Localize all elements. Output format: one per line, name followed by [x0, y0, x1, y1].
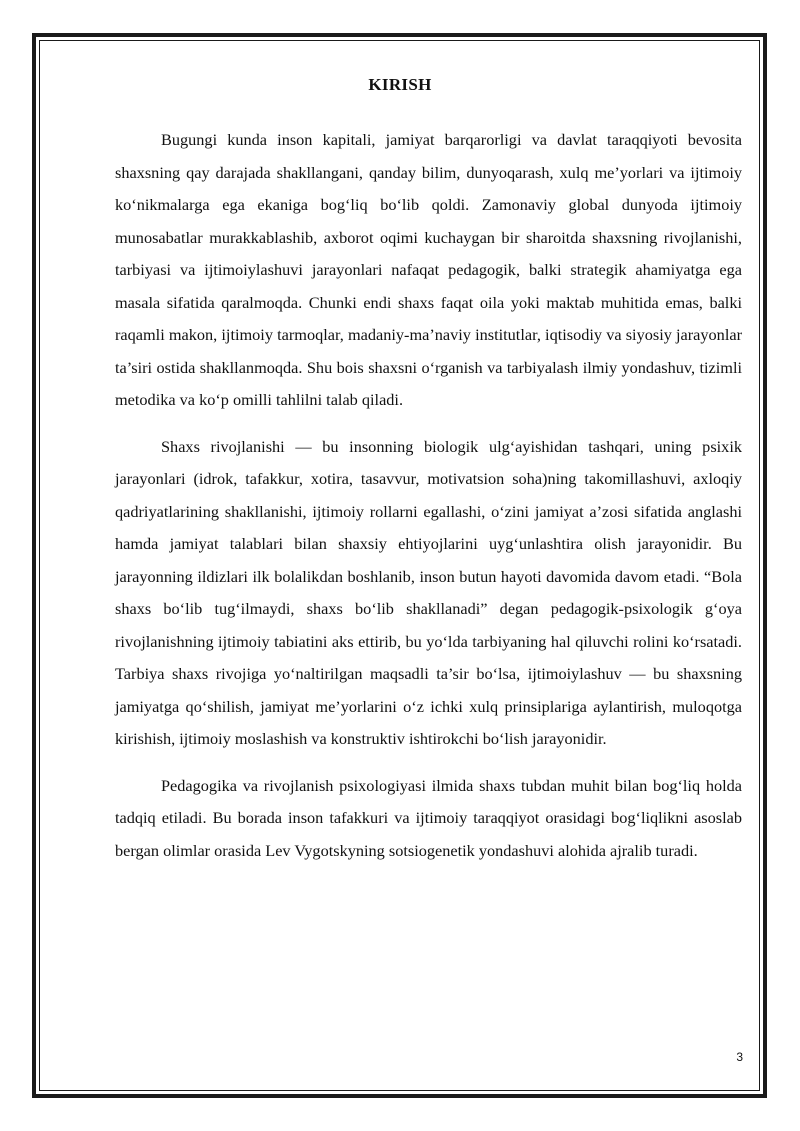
document-body: [115, 124, 742, 867]
page-title: KIRISH: [368, 75, 432, 94]
paragraph-3: Pedagogika va rivojlanish psixologiyasi ilmida shaxs tubdan muhit bilan bog‘liq holda tadqiq etiladi. Bu borada inson tafakkuri va ijtimoiy taraqqiyot orasidagi bog‘liqlikni asoslab bergan olimlar orasida Lev Vygotskyning sotsiogenetik yondashuvi alohida ajralib turadi.: [115, 775, 742, 860]
paragraph-1: Bugungi kunda inson kapitali, jamiyat barqarorligi va davlat taraqqiyoti bevosita shaxsning qay darajada shakllangani, qanday bilim, dunyoqarash, xulq me’yorlari va ijtimoiy ko‘nikmalarga ega ekaniga bog‘liq bo‘lib qoldi. Zamonaviy global dunyoda ijtimoiy munosabatlar murakkablashib, axborot oqimi kuchaygan bir sharoitda shaxsning rivojlanishi, tarbiyasi va ijtimoiylashuvi jarayonlari nafaqat pedagogik, balki strategik ahamiyatga ega masala sifatida qaralmoqda. Chunki endi shaxs faqat oila yoki maktab muhitida emas, balki raqamli makon, ijtimoiy tarmoqlar, madaniy-ma’naviy institutlar, iqtisodiy va siyosiy jarayonlar ta’siri ostida shakllanmoqda. Shu bois shaxsni o‘rganish va tarbiyalash ilmiy yondashuv, tizimli metodika va ko‘p omilli tahlilni talab qiladi.: [115, 130, 742, 409]
paragraph-2: Shaxs rivojlanishi — bu insonning biologik ulg‘ayishidan tashqari, uning psixik jarayonlari (idrok, tafakkur, xotira, tasavvur, motivatsion soha)ning takomillashuvi, axloqiy qadriyatlarining shakllanishi, ijtimoiy rollarni egallashi, o‘zini jamiyat a’zosi sifatida anglashi hamda jamiyat talablari bilan shaxsiy ehtiyojlarini uyg‘unlashtira olish jarayonidir. Bu jarayonning ildizlari ilk bolalikdan boshlanib, inson butun hayoti davomida davom etadi. “Bola shaxs bo‘lib tug‘ilmaydi, shaxs bo‘lib shakllanadi” degan pedagogik-psixologik g‘oya rivojlanishning ijtimoiy tabiatini aks ettirib, bu yo‘lda tarbiyaning hal qiluvchi rolini ko‘rsatadi. Tarbiya shaxs rivojiga yo‘naltirilgan maqsadli ta’sir bo‘lsa, ijtimoiylashuv — bu shaxsning jamiyatga qo‘shilish, jamiyat me’yorlarini o‘z ichki xulq prinsiplariga aylantirish, muloqotga kirishish, ijtimoiy moslashish va konstruktiv ishtirokchi bo‘lish jarayonidir.: [115, 436, 742, 748]
page-number: 3: [736, 1050, 743, 1064]
